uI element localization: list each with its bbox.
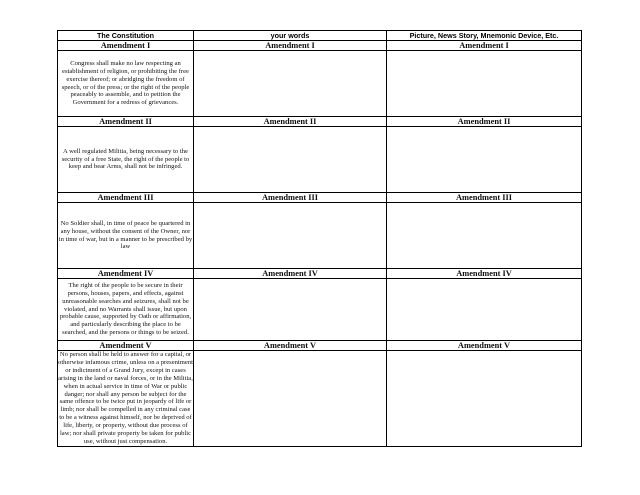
amendment-2-label-row bbox=[58, 117, 582, 127]
amendment-3-your-words-cell[interactable] bbox=[194, 203, 387, 269]
amendment-3-title-your-words: Amendment III bbox=[194, 193, 387, 203]
amendment-4-text: The right of the people to be secure in their persons, houses, papers, and effects, against unreasonable searches and seizures, shall not be violated, and no Warrants shall issue, but upon probable cause, supported by Oath or affirmation, and particularly describing the place to be searched, and the persons or things to be seized. bbox=[58, 279, 194, 341]
amendment-5-label-row bbox=[58, 341, 582, 351]
amendment-3-title: Amendment III bbox=[58, 193, 194, 203]
amendment-1-body-row bbox=[58, 51, 582, 117]
amendment-4-label-row bbox=[58, 269, 582, 279]
amendment-3-picture-cell[interactable] bbox=[387, 203, 582, 269]
amendment-5-picture-cell[interactable] bbox=[387, 351, 582, 447]
amendment-2-title-picture: Amendment II bbox=[387, 117, 582, 127]
amendment-4-title: Amendment IV bbox=[58, 269, 194, 279]
header-your-words: your words bbox=[194, 31, 387, 41]
amendment-5-your-words-cell[interactable] bbox=[194, 351, 387, 447]
amendment-2-text: A well regulated Militia, being necessary to the security of a free State, the right of the people to keep and bear Arms, shall not be infringed. bbox=[58, 127, 194, 193]
amendment-3-text: No Soldier shall, in time of peace be quartered in any house, without the consent of the Owner, nor in time of war, but in a manner to be prescribed by law bbox=[58, 203, 194, 269]
amendment-5-title: Amendment V bbox=[58, 341, 194, 351]
amendment-4-your-words-cell[interactable] bbox=[194, 279, 387, 341]
constitution-worksheet-table bbox=[57, 30, 582, 447]
amendment-4-title-your-words: Amendment IV bbox=[194, 269, 387, 279]
amendment-1-picture-cell[interactable] bbox=[387, 51, 582, 117]
amendment-2-body-row bbox=[58, 127, 582, 193]
amendment-1-label-row bbox=[58, 41, 582, 51]
amendment-1-title-picture: Amendment I bbox=[387, 41, 582, 51]
amendment-1-title: Amendment I bbox=[58, 41, 194, 51]
amendment-4-title-picture: Amendment IV bbox=[387, 269, 582, 279]
amendment-2-title-your-words: Amendment II bbox=[194, 117, 387, 127]
amendment-2-picture-cell[interactable] bbox=[387, 127, 582, 193]
amendment-5-title-your-words: Amendment V bbox=[194, 341, 387, 351]
amendment-3-label-row bbox=[58, 193, 582, 203]
amendment-3-title-picture: Amendment III bbox=[387, 193, 582, 203]
amendment-1-text: Congress shall make no law respecting an establishment of religion, or prohibiting the free exercise thereof; or abridging the freedom of speech, or of the press; or the right of the people peaceably to assemble, and to petition the Government for a redress of grievances. bbox=[58, 51, 194, 117]
amendment-4-body-row bbox=[58, 279, 582, 341]
amendment-5-body-row bbox=[58, 351, 582, 447]
amendment-1-your-words-cell[interactable] bbox=[194, 51, 387, 117]
amendment-3-body-row bbox=[58, 203, 582, 269]
header-picture-news: Picture, News Story, Mnemonic Device, Etc. bbox=[387, 31, 582, 41]
amendment-2-your-words-cell[interactable] bbox=[194, 127, 387, 193]
amendment-2-title: Amendment II bbox=[58, 117, 194, 127]
amendment-5-text: No person shall be held to answer for a capital, or otherwise infamous crime, unless on a presentment or indictment of a Grand Jury, except in cases arising in the land or naval forces, or in the Militia, when in actual service in time of War or public danger; nor shall any person be subject for the same offence to be twice put in jeopardy of life or limb; nor shall be compelled in any criminal case to be a witness against himself, nor be deprived of life, liberty, or property, without due process of law; nor shall private property be taken for public use, without just compensation. bbox=[58, 351, 193, 445]
header-constitution: The Constitution bbox=[58, 31, 194, 41]
amendment-1-title-your-words: Amendment I bbox=[194, 41, 387, 51]
amendment-4-picture-cell[interactable] bbox=[387, 279, 582, 341]
amendment-5-title-picture: Amendment V bbox=[387, 341, 582, 351]
header-row bbox=[58, 31, 582, 41]
